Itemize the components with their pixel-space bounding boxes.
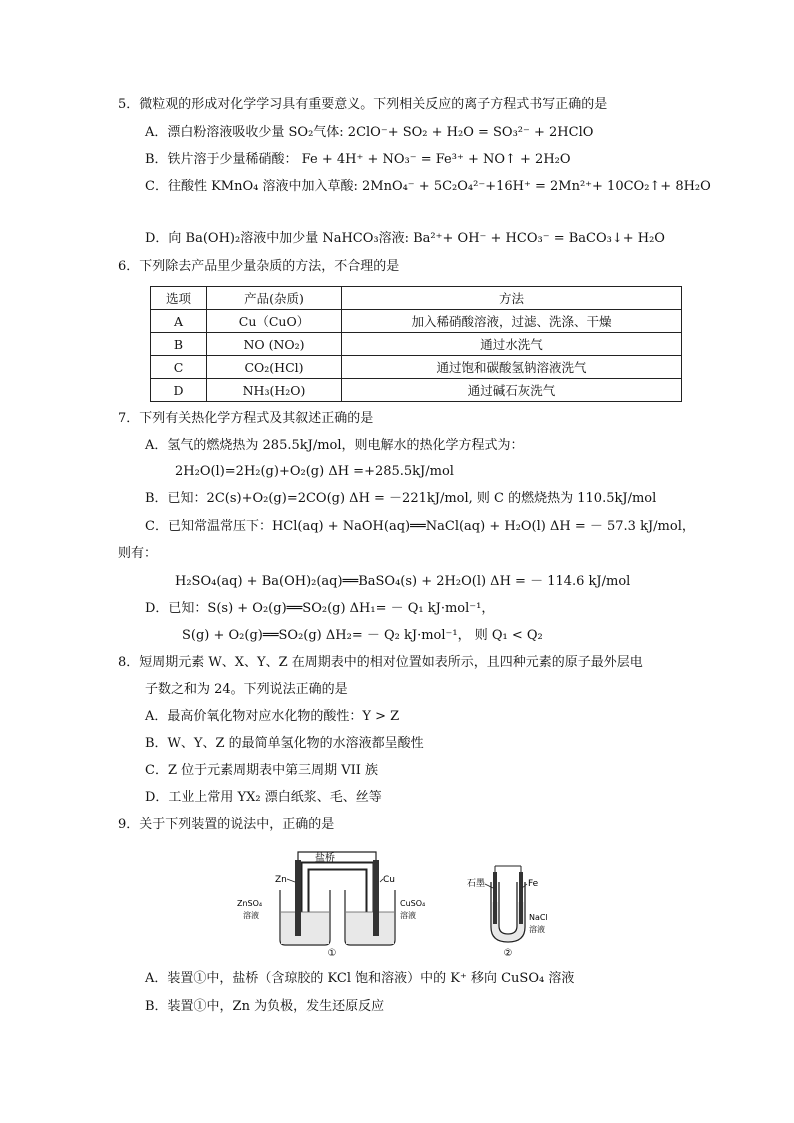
q7-stem: 7．下列有关热化学方程式及其叙述正确的是	[118, 411, 374, 426]
graphite-label: 石墨	[467, 879, 486, 889]
q8-option-c: C．Z 位于元素周期表中第三周期 VII 族	[145, 763, 379, 778]
q7-option-c-then: 则有：	[118, 546, 158, 561]
table-header-row	[151, 287, 682, 310]
table-cell: NO (NO₂)	[207, 333, 342, 356]
galvanic-cell-diagram	[237, 851, 425, 959]
cuso4-solution-label: 溶液	[400, 911, 416, 920]
table-cell: D	[151, 379, 207, 402]
table-header: 选项	[151, 287, 207, 310]
q9-apparatus-figure	[225, 842, 570, 960]
table-cell: B	[151, 333, 207, 356]
q8-option-a: A．最高价氧化物对应水化物的酸性：Y > Z	[145, 709, 400, 724]
q7-option-a: A．氢气的燃烧热为 285.5kJ/mol，则电解水的热化学方程式为：	[145, 438, 524, 453]
q6-table	[150, 286, 682, 402]
q8-option-d: D．工业上常用 YX₂ 漂白纸浆、毛、丝等	[145, 790, 382, 805]
table-row	[151, 379, 682, 402]
q5-stem: 5．微粒观的形成对化学学习具有重要意义。下列相关反应的离子方程式书写正确的是	[118, 97, 608, 112]
q9-option-a: A．装置①中，盐桥（含琼胶的 KCl 饱和溶液）中的 K⁺ 移向 CuSO₄ 溶液	[145, 971, 575, 986]
table-header: 方法	[342, 287, 682, 310]
q6-stem: 6．下列除去产品里少量杂质的方法，不合理的是	[118, 259, 400, 274]
nacl-solution-label: 溶液	[529, 925, 545, 934]
table-row	[151, 356, 682, 379]
q5-option-a: A．漂白粉溶液吸收少量 SO₂气体: 2ClO⁻+ SO₂ + H₂O = SO₃²⁻ + 2HClO	[145, 125, 594, 140]
q8-option-b: B．W、Y、Z 的最简单氢化物的水溶液都呈酸性	[145, 736, 424, 751]
q8-stem: 8．短周期元素 W、X、Y、Z 在周期表中的相对位置如表所示，且四种元素的原子最外层电	[118, 655, 643, 670]
znso4-label: ZnSO₄	[237, 899, 263, 908]
table-cell: 加入稀硝酸溶液，过滤、洗涤、干燥	[342, 310, 682, 333]
table-cell: 通过饱和碳酸氢钠溶液洗气	[342, 356, 682, 379]
q5-option-d: D．向 Ba(OH)₂溶液中加少量 NaHCO₃溶液: Ba²⁺+ OH⁻ + HCO₃⁻ = BaCO₃↓+ H₂O	[145, 231, 665, 246]
table-cell: C	[151, 356, 207, 379]
q7-option-a-equation: 2H₂O(l)=2H₂(g)+O₂(g) ΔH =+285.5kJ/mol	[175, 464, 454, 479]
table-row	[151, 310, 682, 333]
nacl-label: NaCl	[529, 913, 548, 922]
q9-stem: 9．关于下列装置的说法中，正确的是	[118, 817, 335, 832]
table-cell: A	[151, 310, 207, 333]
u-tube-diagram	[467, 866, 548, 959]
cuso4-label: CuSO₄	[400, 899, 426, 908]
q7-option-d: D．已知：S(s) + O₂(g)══SO₂(g) ΔH₁= － Q₁ kJ·mol⁻¹，	[145, 601, 495, 616]
salt-bridge-label: 盐桥	[315, 853, 335, 864]
table-cell: Cu（CuO）	[207, 310, 342, 333]
q5-option-b: B．铁片溶于少量稀硝酸： Fe + 4H⁺ + NO₃⁻ = Fe³⁺ + NO↑ + 2H₂O	[145, 152, 571, 167]
table-cell: 通过水洗气	[342, 333, 682, 356]
znso4-solution-label: 溶液	[243, 911, 259, 920]
q8-stem-cont: 子数之和为 24。下列说法正确的是	[145, 682, 348, 697]
q9-option-b: B．装置①中，Zn 为负极，发生还原反应	[145, 999, 385, 1014]
fe-label: Fe	[528, 879, 539, 889]
table-header: 产品(杂质)	[207, 287, 342, 310]
table-row	[151, 333, 682, 356]
apparatus-1-label: ①	[327, 948, 337, 959]
apparatus-2-label: ②	[503, 948, 513, 959]
q7-option-b: B．已知：2C(s)+O₂(g)=2CO(g) ΔH = －221kJ/mol, 则 C 的燃烧热为 110.5kJ/mol	[145, 491, 657, 506]
q5-option-c: C．往酸性 KMnO₄ 溶液中加入草酸: 2MnO₄⁻ + 5C₂O₄²⁻+16H⁺ = 2Mn²⁺+ 10CO₂↑+ 8H₂O	[145, 179, 711, 194]
table-cell: CO₂(HCl)	[207, 356, 342, 379]
cu-label: Cu	[383, 875, 395, 885]
table-cell: 通过碱石灰洗气	[342, 379, 682, 402]
q7-option-c-equation: H₂SO₄(aq) + Ba(OH)₂(aq)══BaSO₄(s) + 2H₂O(l) ΔH = － 114.6 kJ/mol	[175, 574, 631, 589]
table-cell: NH₃(H₂O)	[207, 379, 342, 402]
q7-option-c: C．已知常温常压下：HCl(aq) + NaOH(aq)══NaCl(aq) + H₂O(l) ΔH = － 57.3 kJ/mol，	[145, 519, 695, 534]
q7-option-d-equation: S(g) + O₂(g)══SO₂(g) ΔH₂= － Q₂ kJ·mol⁻¹， 则 Q₁ < Q₂	[182, 628, 543, 643]
zn-label: Zn	[275, 875, 287, 885]
